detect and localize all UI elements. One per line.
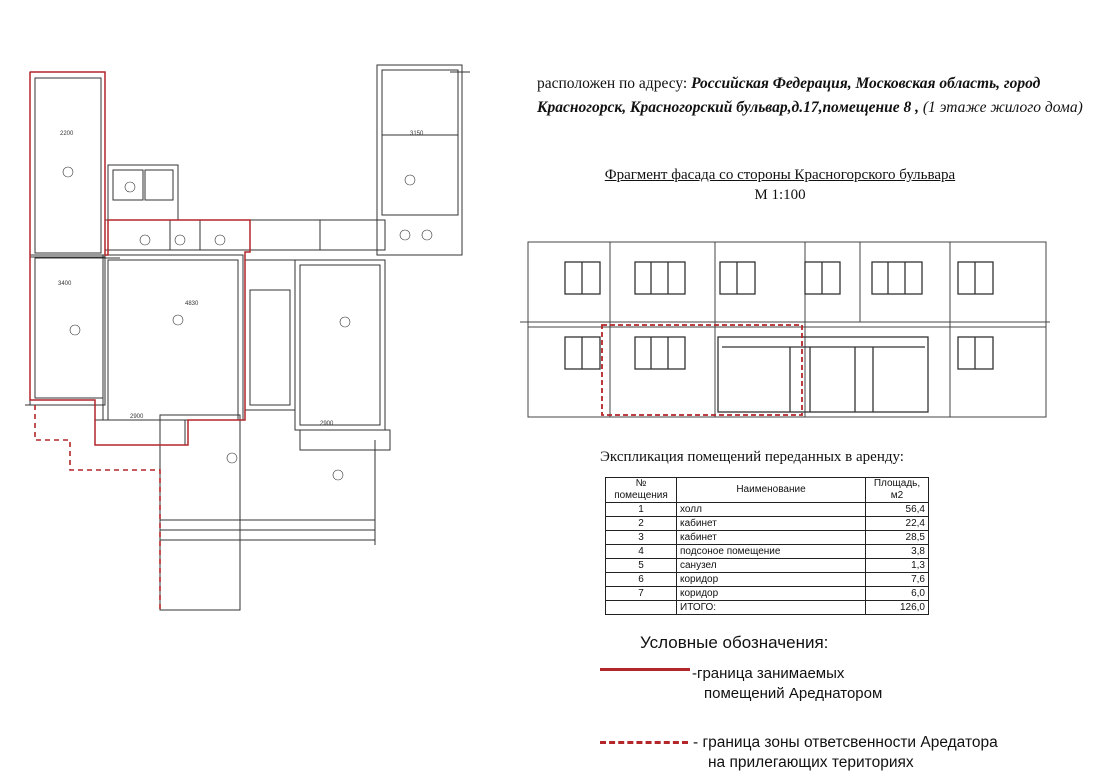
- table-title: Экспликация помещений переданных в аренду:: [600, 449, 904, 465]
- address-block: [537, 72, 1107, 120]
- legend-dashed-text: - граница зоны ответсвенности Аредатора на прилегающих териториях: [693, 734, 998, 771]
- facade-scale: М 1:100: [754, 187, 806, 203]
- legend-solid-line: [600, 668, 690, 671]
- legend-title: Условные обозначения:: [640, 633, 829, 652]
- address-bold: Российская Федерация, Московская область, город: [691, 75, 1041, 92]
- address-floor: (1 этаже жилого дома): [922, 99, 1083, 116]
- table-row: 4 подсоное помещение 3,8: [606, 545, 929, 559]
- floor-plan: [0, 0, 540, 775]
- svg-text:3400: 3400: [58, 281, 72, 287]
- facade-drawing: [510, 222, 1055, 427]
- address-line2: Красногорск, Красногорский бульвар,д.17,помещение 8 ,: [537, 99, 919, 116]
- table-row: 3 кабинет 28,5: [606, 531, 929, 545]
- table-row: 6 коридор 7,6: [606, 573, 929, 587]
- svg-text:3150: 3150: [410, 131, 424, 137]
- legend-solid-text: -граница занимаемых помещений Ареднатором: [692, 665, 883, 702]
- table-total-row: ИТОГО: 126,0: [606, 601, 929, 615]
- col-area: Площадь, м2: [866, 478, 929, 503]
- legend-dashed-line: [600, 741, 688, 744]
- address-prefix: расположен по адресу:: [537, 75, 688, 92]
- col-number: № помещения: [606, 478, 677, 503]
- col-name: Наименование: [677, 478, 866, 503]
- facade-title: Фрагмент фасада со стороны Красногорского бульвара: [604, 167, 956, 183]
- explication-table: [605, 477, 929, 615]
- svg-text:4830: 4830: [185, 301, 199, 307]
- table-row: 1 холл 56,4: [606, 503, 929, 517]
- table-row: 5 санузел 1,3: [606, 559, 929, 573]
- table-row: 2 кабинет 22,4: [606, 517, 929, 531]
- svg-text:2200: 2200: [60, 131, 74, 137]
- svg-text:2900: 2900: [320, 421, 334, 427]
- svg-text:2900: 2900: [130, 414, 144, 420]
- table-row: 7 коридор 6,0: [606, 587, 929, 601]
